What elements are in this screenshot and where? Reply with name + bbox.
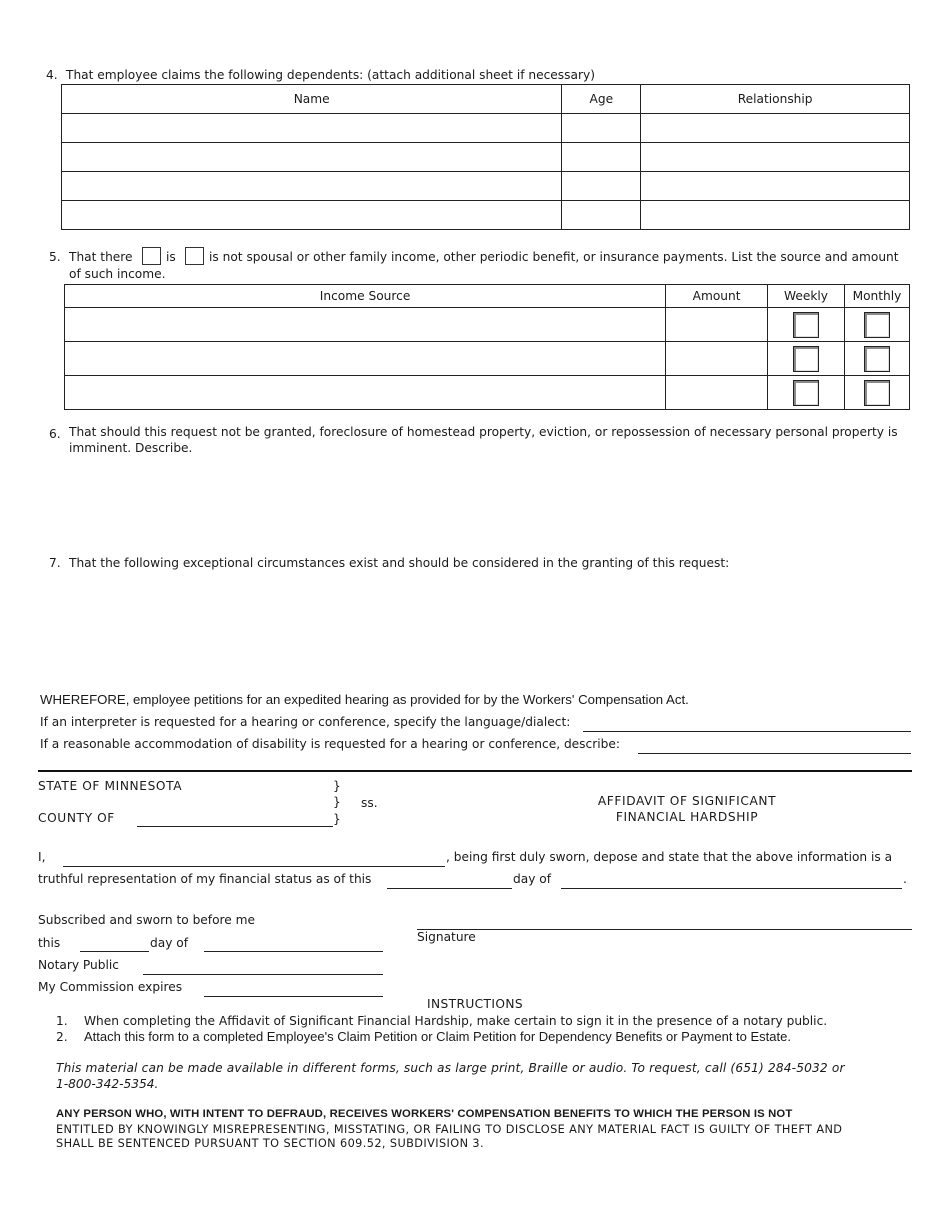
instruction-2-text: Attach this form to a completed Employee's Claim Petition or Claim Petition for Dependency Benefits or Payment to Estate. [84, 1029, 791, 1044]
instruction-1-number: 1. [56, 1014, 68, 1028]
dependent-age-field[interactable] [562, 201, 641, 230]
instruction-2-number: 2. [56, 1030, 68, 1044]
dayof-label: day of [513, 872, 552, 886]
accommodation-label: If a reasonable accommodation of disability is requested for a hearing or conference, describe: [40, 737, 620, 751]
signature-label: Signature [417, 930, 476, 944]
table-row [62, 114, 910, 143]
table-row [65, 342, 910, 376]
county-label: COUNTY OF [38, 811, 115, 825]
wherefore-statement: WHEREFORE, employee petitions for an expedited hearing as provided for by the Workers' Compensation Act. [40, 692, 689, 707]
income-source-field[interactable] [65, 342, 666, 376]
this-label: this [38, 936, 61, 950]
item6-number: 6. [49, 427, 61, 441]
accommodation-field[interactable] [638, 753, 911, 754]
truthful-statement: truthful representation of my financial status as of this [38, 872, 372, 886]
dependents-header-relationship: Relationship [641, 85, 910, 114]
there-is-not-checkbox[interactable] [185, 247, 204, 265]
sworn-month-field[interactable] [204, 951, 383, 952]
interpreter-label: If an interpreter is requested for a hearing or conference, specify the language/dialect: [40, 715, 571, 729]
weekly-checkbox[interactable] [793, 346, 819, 372]
sworn-day-field[interactable] [80, 951, 149, 952]
income-table [64, 284, 910, 410]
fraud-warning-line2: ENTITLED BY KNOWINGLY MISREPRESENTING, MISSTATING, OR FAILING TO DISCLOSE ANY MATERIAL FACT IS GUILTY OF THEFT AND [56, 1123, 843, 1136]
affidavit-title-line2: FINANCIAL HARDSHIP [615, 810, 759, 824]
item4-text: That employee claims the following dependents: (attach additional sheet if necessary) [66, 68, 595, 82]
dependents-header-age: Age [562, 85, 641, 114]
income-header-amount: Amount [666, 285, 768, 308]
item7-text: That the following exceptional circumstances exist and should be considered in the granting of this request: [69, 556, 730, 570]
weekly-checkbox[interactable] [793, 380, 819, 406]
dependent-age-field[interactable] [562, 143, 641, 172]
table-row [62, 201, 910, 230]
income-header-source: Income Source [65, 285, 666, 308]
county-field[interactable] [137, 826, 333, 827]
fraud-warning-line1: ANY PERSON WHO, WITH INTENT TO DEFRAUD, RECEIVES WORKERS' COMPENSATION BENEFITS TO WHICH THE PERSON IS NOT [56, 1108, 793, 1120]
status-day-field[interactable] [387, 888, 512, 889]
dependent-relationship-field[interactable] [641, 201, 910, 230]
income-amount-field[interactable] [666, 308, 768, 342]
dependent-name-field[interactable] [62, 201, 562, 230]
brace-2: } [333, 795, 341, 809]
dependent-relationship-field[interactable] [641, 172, 910, 201]
interpreter-field[interactable] [583, 731, 911, 732]
instruction-1-text: When completing the Affidavit of Significant Financial Hardship, make certain to sign it in the presence of a notary public. [84, 1014, 828, 1028]
monthly-checkbox[interactable] [864, 380, 890, 406]
item5-number: 5. [49, 250, 61, 264]
item6-line2: imminent. Describe. [69, 441, 193, 455]
item6-description-area[interactable] [69, 460, 909, 545]
income-header-monthly: Monthly [844, 285, 909, 308]
signature-field[interactable] [417, 929, 912, 930]
affiant-name-field[interactable] [63, 866, 445, 867]
dependent-name-field[interactable] [62, 114, 562, 143]
income-amount-field[interactable] [666, 376, 768, 410]
income-source-field[interactable] [65, 376, 666, 410]
table-row [62, 172, 910, 201]
brace-3: } [333, 812, 341, 826]
dependent-age-field[interactable] [562, 114, 641, 143]
monthly-checkbox[interactable] [864, 312, 890, 338]
ss-label: ss. [361, 796, 378, 810]
table-row [65, 308, 910, 342]
income-amount-field[interactable] [666, 342, 768, 376]
dependent-relationship-field[interactable] [641, 143, 910, 172]
item6-line1: That should this request not be granted, foreclosure of homestead property, eviction, or repossession of necessary personal property is [69, 425, 898, 439]
status-month-field[interactable] [561, 888, 902, 889]
table-row [62, 143, 910, 172]
dependent-age-field[interactable] [562, 172, 641, 201]
income-source-field[interactable] [65, 308, 666, 342]
dependent-name-field[interactable] [62, 143, 562, 172]
table-row [65, 376, 910, 410]
monthly-checkbox[interactable] [864, 346, 890, 372]
item5-mid: is [166, 250, 176, 264]
sworn-statement: , being first duly sworn, depose and state that the above information is a [446, 850, 893, 864]
affiant-i-label: I, [38, 850, 46, 864]
notary-field[interactable] [143, 974, 383, 975]
affidavit-title-line1: AFFIDAVIT OF SIGNIFICANT [597, 794, 777, 808]
dependent-name-field[interactable] [62, 172, 562, 201]
weekly-checkbox[interactable] [793, 312, 819, 338]
dependents-table [61, 84, 910, 230]
period: . [903, 872, 907, 886]
accessibility-note-line2: 1-800-342-5354. [56, 1077, 159, 1091]
income-header-weekly: Weekly [768, 285, 845, 308]
item7-number: 7. [49, 556, 61, 570]
there-is-checkbox[interactable] [142, 247, 161, 265]
item4-number: 4. [46, 68, 58, 82]
dependent-relationship-field[interactable] [641, 114, 910, 143]
item5-post: is not spousal or other family income, other periodic benefit, or insurance payments. List the source and amount [209, 250, 899, 264]
notary-label: Notary Public [38, 958, 119, 972]
commission-label: My Commission expires [38, 980, 183, 994]
item5-line2: of such income. [69, 267, 166, 281]
fraud-warning-line3: SHALL BE SENTENCED PURSUANT TO SECTION 609.52, SUBDIVISION 3. [56, 1137, 485, 1150]
subscribed-label: Subscribed and sworn to before me [38, 913, 256, 927]
section-divider [38, 770, 912, 772]
dayof2-label: day of [150, 936, 189, 950]
item7-description-area[interactable] [69, 575, 909, 680]
accessibility-note-line1: This material can be made available in different forms, such as large print, Braille or audio. To request, call (651) 284-5032 or [56, 1061, 845, 1075]
state-label: STATE OF MINNESOTA [38, 779, 183, 793]
item5-pre: That there [69, 250, 133, 264]
instructions-title: INSTRUCTIONS [426, 997, 524, 1011]
brace-1: } [333, 779, 341, 793]
dependents-header-name: Name [62, 85, 562, 114]
